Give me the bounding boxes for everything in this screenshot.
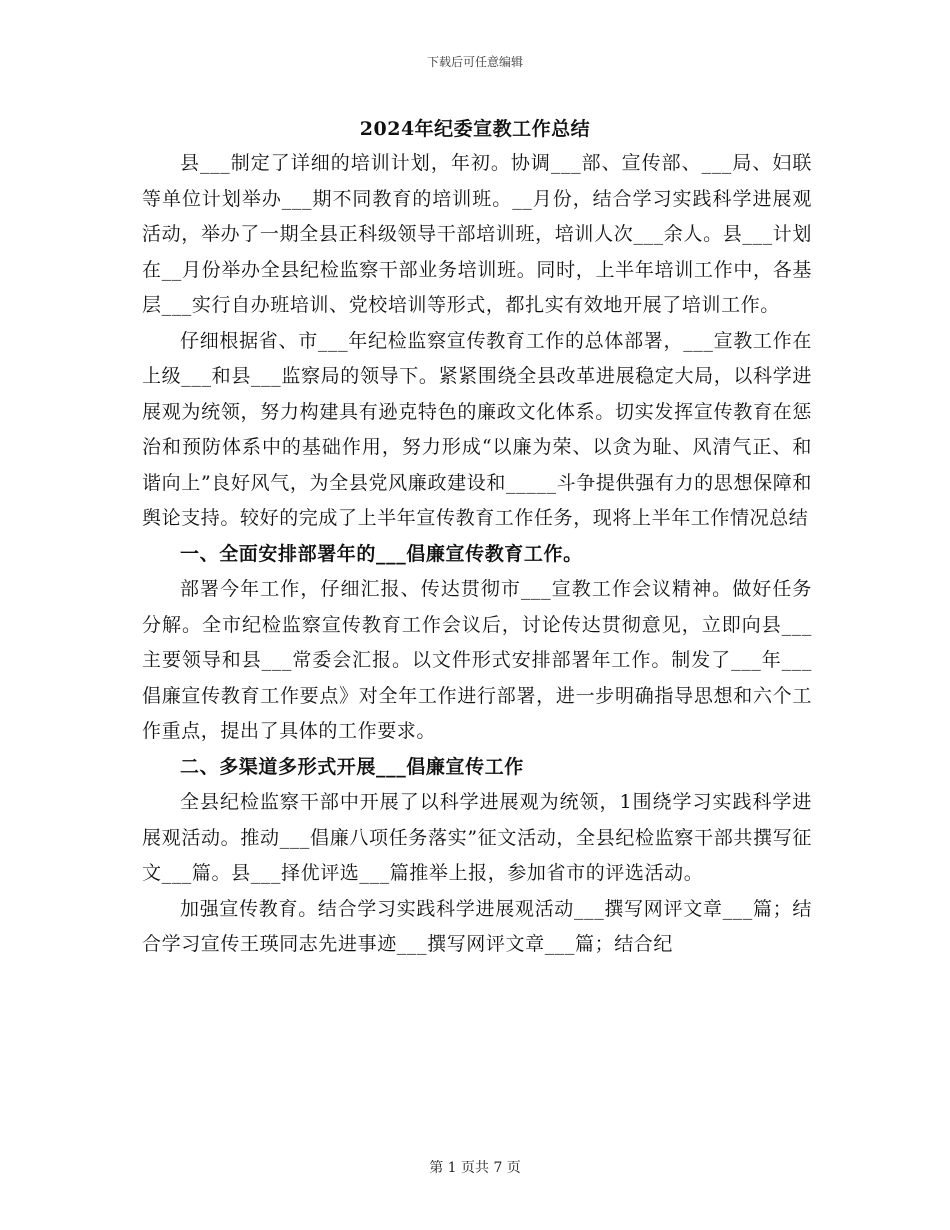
section1-paragraph: 部署今年工作，仔细汇报、传达贯彻市___宣教工作会议精神。做好任务分解。全市纪检监察宣传教育工作会议后，讨论传达贯彻意见，立即向县___主要领导和县___常委会汇报。以文件形式安排部署年工作。制发了___年___倡廉宣传教育工作要点》对全年工作进行部署，进一步明确指导思想和六个工作重点，提出了具体的工作要求。 [142, 578, 812, 742]
page-footer: 第 1 页共 7 页 [429, 1160, 521, 1176]
document-title: 2024年纪委宣教工作总结 [359, 118, 591, 140]
header-note: 下载后可任意编辑 [426, 55, 523, 69]
section2-paragraph-essay: 全县纪检监察干部中开展了以科学进展观为统领，1围绕学习实践科学进展观活动。推动___倡廉八项任务落实”征文活动，全县纪检监察干部共撰写征文___篇。县___择优评选___篇推举上报，参加省市的评选活动。 [142, 791, 812, 884]
paragraph-training: 县___制定了详细的培训计划，年初。协调___部、宣传部、___局、妇联等单位计划举办___期不同教育的培训班。__月份，结合学习实践科学进展观活动，举办了一期全县正科级领导干部培训班，培训人次___余人。县___计划在__月份举办全县纪检监察干部业务培训班。同时，上半年培训工作中，各基层___实行自办班培训、党校培训等形式，都扎实有效地开展了培训工作。 [142, 152, 812, 316]
section2-paragraph-publicity: 加强宣传教育。结合学习实践科学进展观活动___撰写网评文章___篇；结合学习宣传王瑛同志先进事迹___撰写网评文章___篇；结合纪 [142, 897, 812, 955]
paragraph-overview: 仔细根据省、市___年纪检监察宣传教育工作的总体部署，___宣教工作在上级___和县___监察局的领导下。紧紧围绕全县改革进展稳定大局，以科学进展观为统领，努力构建具有逊克特色的廉政文化体系。切实发挥宣传教育在惩治和预防体系中的基础作用，努力形成“以廉为荣、以贪为耻、风清气正、和谐向上”良好风气，为全县党风廉政建设和_____斗争提供强有力的思想保障和舆论支持。较好的完成了上半年宣传教育工作任务，现将上半年工作情况总结 [142, 329, 812, 529]
document-body [142, 146, 812, 963]
section2-heading: 二、多渠道多形式开展___倡廉宣传工作 [180, 755, 524, 778]
section1-heading: 一、全面安排部署年的___倡廉宣传教育工作。 [180, 542, 583, 565]
